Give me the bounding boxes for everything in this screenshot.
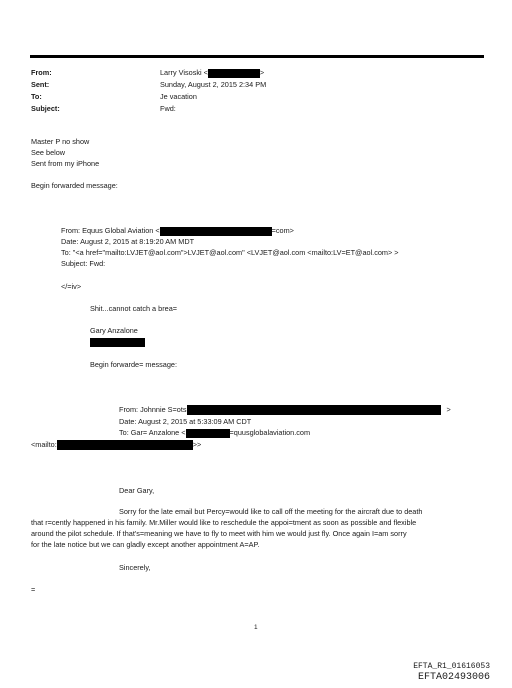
fwd1-subject: Subject: Fwd:: [61, 259, 106, 268]
fwd2-mailto: [31, 440, 201, 450]
fwd2-from-prefix: From: Johnnie S=ots: [119, 405, 187, 414]
sent-value: Sunday, August 2, 2015 2:34 PM: [160, 80, 267, 89]
letter-line-1: Sorry for the late email but Percy=would like to call off the meeting for the aircraft due to death: [119, 507, 423, 516]
subject-label: Subject:: [31, 104, 60, 113]
redaction-box: [208, 69, 260, 78]
fwd1-begin-forwarded: Begin forwarde= message:: [90, 360, 178, 369]
fwd2-from: [119, 405, 451, 415]
sent-label: Sent:: [31, 80, 50, 89]
redaction-box: [90, 338, 145, 347]
from-value: [160, 68, 264, 78]
fwd1-date: Date: August 2, 2015 at 8:19:20 AM MDT: [61, 237, 195, 246]
letter-line-4: for the late notice but we can gladly except another appointment A=AP.: [31, 540, 260, 549]
to-value: Je vacation: [160, 92, 197, 101]
from-label: From:: [31, 68, 52, 77]
fwd1-to: To: "<a href="mailto:LVJET@aol.com">LVJET@aol.com" <LVJET@aol.com <mailto:LV=ET@aol.com> >: [61, 248, 399, 257]
bates-number-1: EFTA_R1_01616053: [413, 662, 490, 671]
fwd1-signature-name: Gary Anzalone: [90, 326, 138, 335]
fwd1-from-prefix: From: Equus Global Aviation <: [61, 226, 160, 235]
header-rule: [30, 55, 484, 58]
fwd1-div-close: </=iv>: [61, 282, 82, 291]
body-line-1: Master P no show: [31, 137, 90, 146]
fwd1-from-suffix: =com>: [271, 226, 294, 235]
subject-value: Fwd:: [160, 104, 176, 113]
fwd2-from-suffix: >: [446, 405, 451, 414]
page-number: 1: [254, 624, 258, 631]
fwd2-mailto-prefix: <mailto:: [31, 440, 57, 449]
body-line-3: Sent from my iPhone: [31, 159, 100, 168]
fwd1-signature-redaction: [90, 337, 145, 347]
body-line-2: See below: [31, 148, 66, 157]
from-name: Larry Visoski <: [160, 68, 208, 77]
bates-number-2: EFTA02493006: [417, 672, 490, 683]
redaction-box: [160, 227, 272, 236]
letter-line-3: around the pilot schedule. If that's=meaning we have to fly to meet with him we would just fly. Once again I=am sorry: [31, 529, 407, 538]
redaction-box: [57, 440, 193, 450]
redaction-box: [186, 429, 230, 438]
letter-closing: Sincerely,: [119, 563, 151, 572]
fwd2-mailto-suffix: >>: [192, 440, 202, 449]
fwd2-to-prefix: To: Gar= Anzalone <: [119, 428, 186, 437]
fwd2-to: [119, 428, 310, 438]
fwd2-date: Date: August 2, 2015 at 5:33:09 AM CDT: [119, 417, 252, 426]
begin-forwarded-1: Begin forwarded message:: [31, 181, 118, 190]
to-label: To:: [31, 92, 42, 101]
fwd1-shit-line: Shit...cannot catch a brea=: [90, 304, 178, 313]
letter-trailing-equals: =: [31, 585, 36, 594]
letter-salutation: Dear Gary,: [119, 486, 155, 495]
letter-line-2: that r=cently happened in his family. Mr.Miller would like to reschedule the appoi=tment as soon as possible and flexible: [31, 518, 417, 527]
redaction-box: [187, 405, 441, 415]
fwd2-to-suffix: =quusglobalaviation.com: [229, 428, 311, 437]
fwd1-from: [61, 226, 294, 236]
from-suffix: >: [259, 68, 265, 77]
